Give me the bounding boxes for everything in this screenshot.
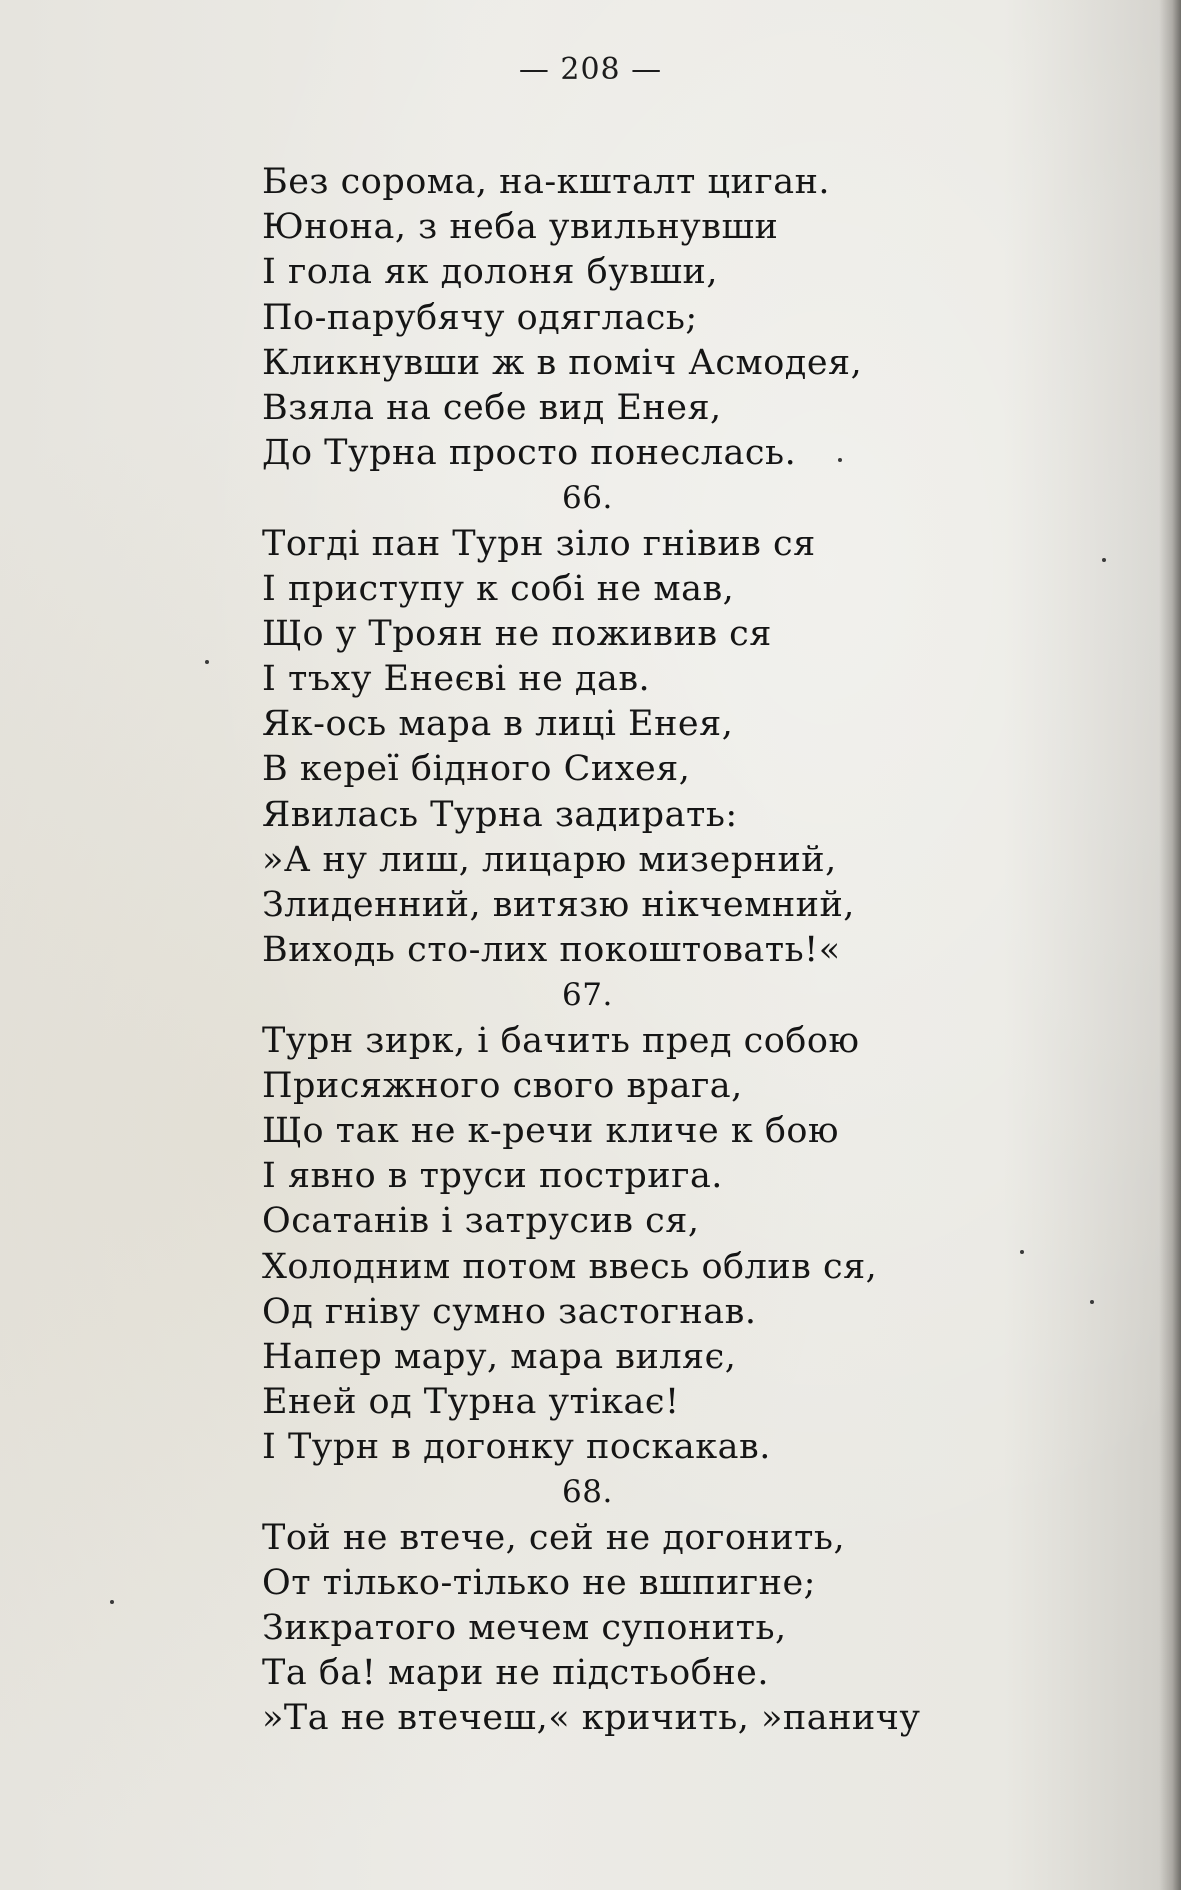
- verse-line: І Турн в догонку поскакав.: [262, 1427, 771, 1468]
- verse-line: Напер мару, мара виляє,: [262, 1336, 737, 1377]
- verse-line: Та ба! мари не підстьобне.: [262, 1653, 769, 1694]
- verse-line: Що у Троян не поживив ся: [262, 613, 772, 654]
- verse-line: Осатанів і затрусив ся,: [262, 1201, 700, 1242]
- stanza-number: 66.: [562, 480, 613, 517]
- print-speck: [110, 1600, 114, 1604]
- page-number-header: — 208 —: [518, 52, 663, 87]
- verse-line: Од гніву сумно застогнав.: [262, 1291, 757, 1332]
- verse-line: І тъху Енеєві не дав.: [262, 659, 651, 700]
- stanza-number: 67.: [562, 977, 613, 1014]
- verse-line: Виходь сто-лих покоштовать!«: [262, 930, 841, 971]
- verse-line: По-парубячу одяглась;: [262, 297, 698, 338]
- verse-line: Кликнувши ж в поміч Асмодея,: [262, 342, 863, 383]
- verse-line: І явно в труси постригa.: [262, 1156, 723, 1197]
- verse-line: »Та не втечеш,« кричить, »паничу: [262, 1698, 921, 1739]
- verse-line: Як-ось мара в лиці Енея,: [262, 704, 734, 745]
- stanza-number: 68.: [562, 1474, 613, 1511]
- print-speck: [1090, 1300, 1094, 1304]
- verse-line: От тілько-тілько не вшпигне;: [262, 1562, 816, 1603]
- print-speck: [1020, 1250, 1024, 1254]
- print-speck: [1102, 558, 1106, 562]
- verse-line: Без сорома, на-кшталт циган.: [262, 162, 831, 202]
- page-edge-shadow: [1159, 0, 1181, 1890]
- verse-line: В кереї бідного Сихея,: [262, 749, 691, 790]
- verse-line: Холодним потом ввесь облив ся,: [262, 1246, 878, 1287]
- verse-line: І гола як долоня бувши,: [262, 252, 718, 293]
- verse-line: Тогді пан Турн зіло гнівив ся: [262, 523, 816, 564]
- verse-line: Турн зирк, і бачить пред собою: [262, 1020, 860, 1061]
- print-speck: [205, 660, 209, 664]
- print-speck: [838, 458, 842, 462]
- verse-line: »А ну лиш, лицарю мизерний,: [262, 839, 837, 880]
- verse-line: Зикратого мечем супонить,: [262, 1608, 787, 1648]
- verse-line: Присяжного свого врага,: [262, 1065, 743, 1106]
- verse-line: Еней од Турна утікає!: [262, 1382, 680, 1423]
- verse-line: Той не втече, сей не догонить,: [262, 1517, 846, 1558]
- verse-line: Взяла на себе вид Енея,: [262, 387, 722, 428]
- verse-line: І приступу к собі не мав,: [262, 568, 735, 609]
- verse-line: Юнона, з неба увильнувши: [262, 207, 779, 248]
- verse-line: Що так не к-речи кличе к бою: [262, 1110, 839, 1151]
- verse-line: Злиденний, витязю нікчемний,: [262, 885, 855, 925]
- poem-text: [262, 160, 1022, 1742]
- verse-line: До Турна просто понеслась.: [262, 433, 797, 474]
- verse-line: Явилась Турна задирать:: [262, 794, 738, 835]
